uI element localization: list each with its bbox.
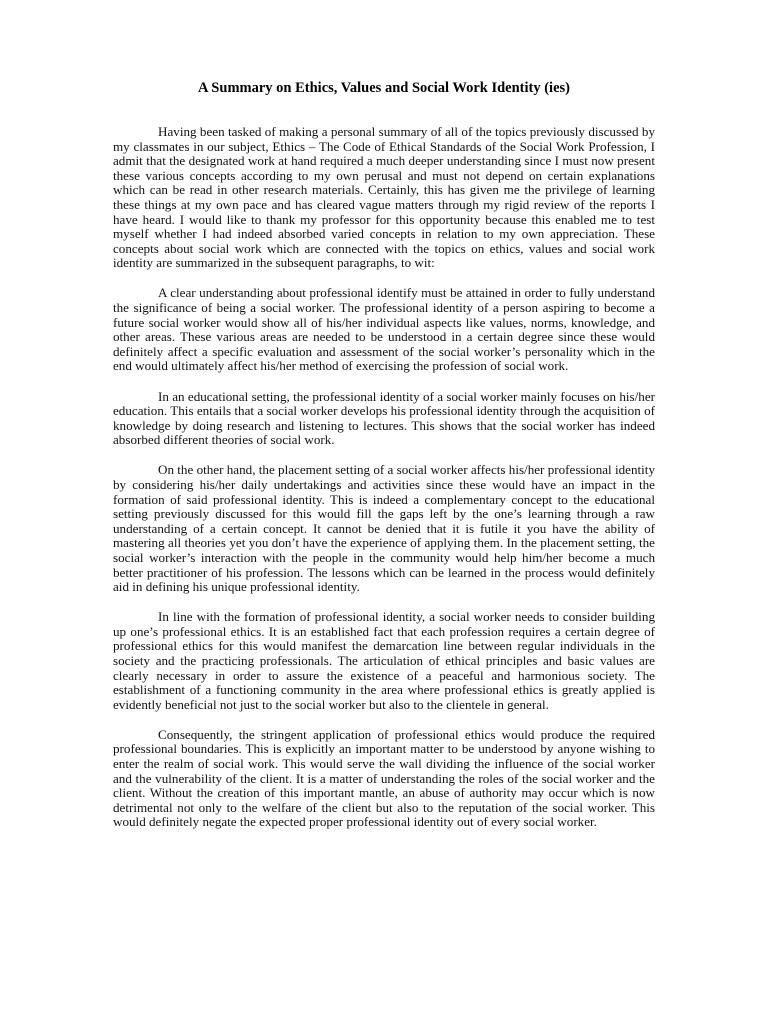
paragraph-professional-ethics: In line with the formation of professional identity, a social worker needs to consider building up one’s professional ethics. It is an established fact that each profession requires a certain degree of professional ethics for this would manifest the demarcation line between regular individuals in the society and the practicing professionals. The articulation of ethical principles and basic values are clearly necessary in order to assure the existence of a peaceful and harmonious society. The establishment of a functioning community in the area where professional ethics is greatly applied is evidently beneficial not just to the social worker but also to the clientele in general. (113, 609, 655, 712)
paragraph-professional-boundaries: Consequently, the stringent application of professional ethics would produce the required professional boundaries. This is explicitly an important matter to be understood by anyone wishing to enter the realm of social work. This would serve the wall dividing the influence of the social worker and the vulnerability of the client. It is a matter of understanding the roles of the social worker and the client. Without the creation of this important mantle, an abuse of authority may occur which is now detrimental not only to the welfare of the client but also to the reputation of the social worker. This would definitely negate the expected proper professional identity out of every social worker. (113, 726, 655, 830)
document-title: A Summary on Ethics, Values and Social Work Identity (ies) (198, 80, 570, 96)
paragraph-educational-setting: In an educational setting, the professional identity of a social worker mainly focuses on his/her education. This entails that a social worker develops his professional identity through the acquisition of knowledge by doing research and listening to lectures. This shows that the social worker has indeed absorbed different theories of social work. (113, 388, 655, 448)
paragraph-placement-setting: On the other hand, the placement setting of a social worker affects his/her professional identity by considering his/her daily undertakings and activities since these would have an impact in the formation of said professional identity. This is indeed a complementary concept to the educational setting previously discussed for this would fill the gaps left by the one’s learning through a raw understanding of a certain concept. It cannot be denied that it is futile it you have the ability of mastering all theories yet you don’t have the experience of applying them. In the placement setting, the social worker’s interaction with the people in the community would help him/her become a much better practitioner of his profession. The lessons which can be learned in the process would definitely aid in defining his unique professional identity. (113, 462, 655, 595)
paragraph-professional-identity: A clear understanding about professional identify must be attained in order to fully understand the significance of being a social worker. The professional identity of a person aspiring to become a future social worker would show all of his/her individual aspects like values, norms, knowledge, and other areas. These various areas are needed to be understood in a certain degree since these would definitely affect a specific evaluation and assessment of the social worker’s personality which in the end would ultimately affect his/her method of exercising the profession of social work. (113, 285, 655, 374)
document-body (113, 125, 655, 846)
paragraph-intro: Having been tasked of making a personal summary of all of the topics previously discussed by my classmates in our subject, Ethics – The Code of Ethical Standards of the Social Work Profession, I admit that the designated work at hand required a much deeper understanding since I must now present these various concepts according to my own perusal and must not depend on certain explanations which can be read in other research materials. Certainly, this has given me the privilege of learning these things at my own pace and has cleared vague matters through my rigid review of the reports I have heard. I would like to thank my professor for this opportunity because this enabled me to test myself whether I had indeed absorbed varied concepts in relation to my own appreciation. These concepts about social work which are connected with the topics on ethics, values and social work identity are summarized in the subsequent paragraphs, to wit: (113, 124, 655, 271)
